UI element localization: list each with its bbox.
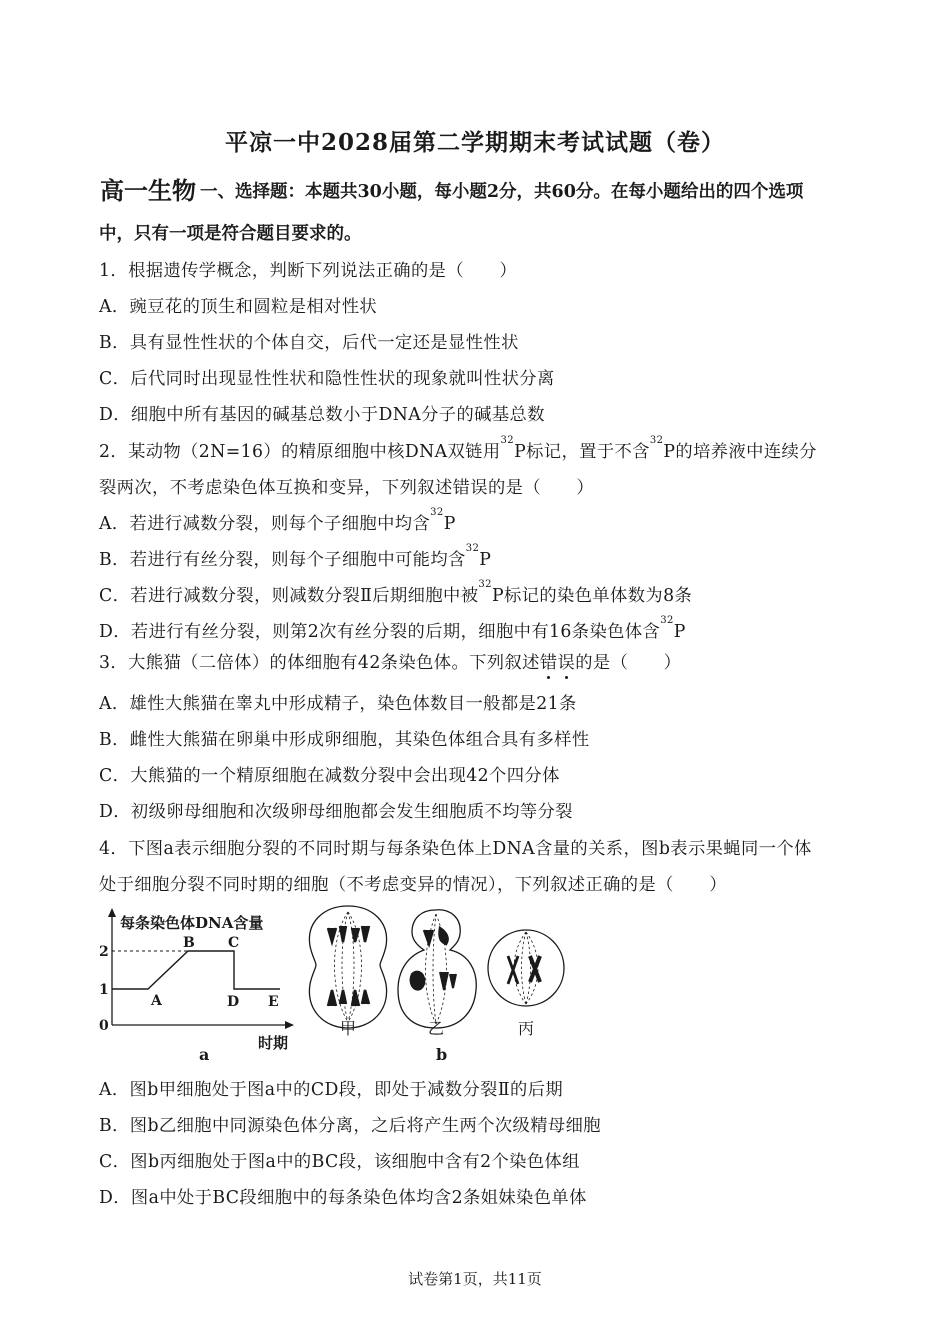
q2-option-d: D．若进行有丝分裂，则第2次有丝分裂的后期，细胞中有16条染色体含$^{32}$P [99,615,686,642]
tick-label-1: 1 [99,982,109,998]
point-label-d: D [227,994,240,1010]
q1-option-d: D．细胞中所有基因的碱基总数小于DNA分子的碱基总数 [99,405,545,425]
q3-option-b: B．雌性大熊猫在卵巢中形成卵细胞，其染色体组合具有多样性 [99,730,590,750]
q4-option-a: A．图b甲细胞处于图a中的CD段，即处于减数分裂Ⅱ的后期 [99,1080,564,1100]
section-instructions-line1: 一、选择题：本题共30小题，每小题2分，共60分。在每小题给出的四个选项 [200,182,804,202]
point-label-c: C [228,935,240,951]
q1-option-b: B．具有显性性状的个体自交，后代一定还是显性性状 [99,333,519,353]
tick-label-2: 2 [99,944,109,960]
q4-option-d: D．图a中处于BC段细胞中的每条染色体均含2条姐妹染色单体 [99,1188,587,1208]
page-footer: 试卷第1页，共11页 [408,1270,542,1288]
q4-option-b: B．图b乙细胞中同源染色体分离，之后将产生两个次级精母细胞 [99,1116,601,1136]
dna-content-line [112,951,280,989]
q4-stem-line1: 4．下图a表示细胞分裂的不同时期与每条染色体上DNA含量的关系，图b表示果蝇同一个体 [99,839,812,859]
figure-a-graph [96,905,301,1070]
point-label-e: E [268,994,279,1010]
tick-label-0: 0 [99,1018,109,1034]
q3-option-d: D．初级卵母细胞和次级卵母细胞都会发生细胞质不均等分裂 [99,802,573,822]
q2-option-a: A．若进行减数分裂，则每个子细胞中均含$^{32}$P [99,507,456,534]
emphasis-dot: 错 [539,653,558,673]
q4-option-c: C．图b丙细胞处于图a中的BC段，该细胞中含有2个染色体组 [99,1152,580,1172]
emphasis-dot: 误 [557,653,576,673]
cell-label-bing: 丙 [518,1019,535,1038]
q3-stem: 3．大熊猫（二倍体）的体细胞有42条染色体。下列叙述错误的是（ ） [99,653,682,673]
cell-jia [309,906,386,1028]
cell-bing [488,930,564,1006]
figure-b-cells [300,898,575,1068]
point-label-a: A [151,993,162,1009]
cell-yi [398,910,476,1028]
cell-label-jia: 甲 [340,1019,357,1038]
figure-b-caption: b [436,1045,448,1064]
x-axis-arrow [285,1021,294,1029]
y-axis-label: 每条染色体DNA含量 [120,914,264,932]
y-axis-arrow [108,908,116,917]
q2-option-b: B．若进行有丝分裂，则每个子细胞中可能均含$^{32}$P [99,543,492,570]
q3-option-a: A．雄性大熊猫在睾丸中形成精子，染色体数目一般都是21条 [99,694,577,714]
q3-option-c: C．大熊猫的一个精原细胞在减数分裂中会出现42个四分体 [99,766,560,786]
x-axis-label: 时期 [258,1034,289,1052]
figure-a-caption: a [199,1045,210,1064]
page-title: 平凉一中2028届第二学期期末考试试题（卷） [224,129,725,156]
section-instructions-line2: 中，只有一项是符合题目要求的。 [99,224,362,244]
q1-option-c: C．后代同时出现显性性状和隐性性状的现象就叫性状分离 [99,369,555,389]
q2-option-c: C．若进行减数分裂，则减数分裂Ⅱ后期细胞中被$^{32}$P标记的染色单体数为8条 [99,579,693,606]
q1-stem: 1．根据遗传学概念，判断下列说法正确的是（ ） [99,261,518,281]
q2-stem-line2: 裂两次，不考虑染色体互换和变异，下列叙述错误的是（ ） [99,478,595,498]
point-label-b: B [183,935,195,951]
q2-stem-line1: 2．某动物（2N=16）的精原细胞中核DNA双链用$^{32}$P标记，置于不含$^{32}$P的培养液中连续分 [99,435,817,462]
q1-option-a: A．豌豆花的顶生和圆粒是相对性状 [99,297,378,317]
q4-stem-line2: 处于细胞分裂不同时期的细胞（不考虑变异的情况），下列叙述正确的是（ ） [99,875,727,895]
subject-label: 高一生物 [100,176,196,205]
cell-label-yi: 乙 [428,1019,445,1038]
